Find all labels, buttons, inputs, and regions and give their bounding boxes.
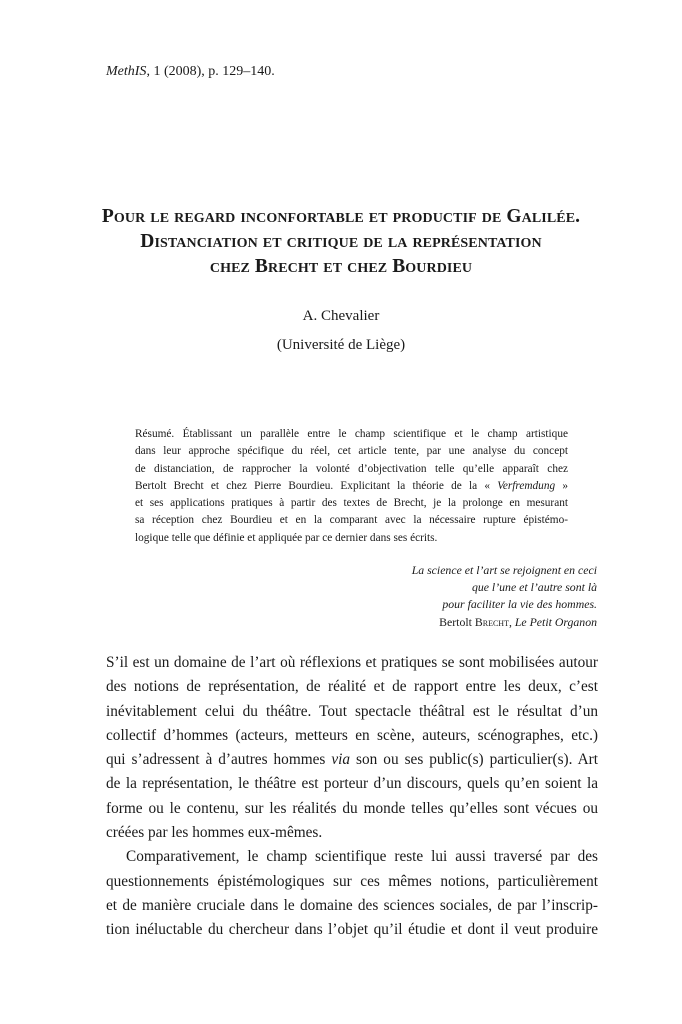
body-line: des notions de représentation, de réalité et de rapport entre les deux, c’est xyxy=(106,678,598,696)
abstract-line: Résumé. Établissant un parallèle entre le champ scientifique et le champ artistique xyxy=(135,428,568,440)
epigraph-work: Le Petit Organon xyxy=(514,615,597,629)
epigraph-separator: , xyxy=(508,615,515,629)
epigraph-line: La science et l’art se rejoignent en ceci xyxy=(411,563,597,577)
abstract-line: sa réception chez Bourdieu et en la comparant avec la nécessaire rupture épistémo- xyxy=(135,514,568,527)
author-affiliation: (Université de Liège) xyxy=(276,337,406,353)
body-line-5-end: son ou ses public(s) particulier(s). Art xyxy=(350,751,598,769)
abstract-line: logique telle que définie et appliquée par ce dernier dans ses écrits. xyxy=(135,531,438,544)
abstract-line-4-start: Bertolt Brecht et chez Pierre Bourdieu. Explicitant la théorie de la « xyxy=(135,479,490,492)
abstract-line-4-end: » xyxy=(555,479,568,492)
body-line: inévitablement celui du théâtre. Tout spectacle théâtral est le résultat d’un xyxy=(106,702,598,720)
author-name: A. Chevalier xyxy=(302,308,380,324)
epigraph-line: pour faciliter la vie des hommes. xyxy=(442,597,597,611)
epigraph xyxy=(277,562,597,631)
abstract-line-4 xyxy=(135,478,568,495)
abstract-line: dans leur approche spécifique du réel, cet article tente, par une analyse du concept xyxy=(135,445,568,458)
body-line-via xyxy=(106,748,598,772)
epigraph-author-first: Bertolt xyxy=(439,615,475,629)
journal-citation: , 1 (2008), p. 129–140. xyxy=(146,64,275,79)
body-line: Comparativement, le champ scientifique reste lui aussi traversé par des xyxy=(126,848,598,866)
body-line: et de manière cruciale dans le domaine des sciences sociales, de par l’inscrip- xyxy=(106,896,598,914)
abstract-line: et ses applications pratiques à partir des textes de Brecht, je la prolonge en mesurant xyxy=(135,497,568,510)
body-line: collectif d’hommes (acteurs, metteurs en scène, auteurs, scénographes, etc.) xyxy=(106,726,598,744)
body-line: tion inéluctable du chercheur dans l’objet qu’il étudie et dont il veut produire xyxy=(106,921,598,939)
body-line-5-start: qui s’adressent à d’autres hommes xyxy=(106,751,332,769)
body-text xyxy=(106,651,598,943)
body-line: forme ou le contenu, sur les réalités du monde telles qu’elles sont vécues ou xyxy=(106,799,598,817)
epigraph-author-last: Brecht xyxy=(474,615,509,629)
abstract xyxy=(135,426,568,547)
body-line: créées par les hommes eux-mêmes. xyxy=(106,824,323,842)
epigraph-line: que l’une et l’autre sont là xyxy=(471,580,597,594)
epigraph-attribution xyxy=(277,614,597,631)
body-line: de la représentation, le théâtre est porteur d’un discours, quels qu’en soient la xyxy=(106,775,598,793)
article-title xyxy=(60,204,622,279)
title-line-1: Pour le regard inconfortable et productif de Galilée. xyxy=(101,206,581,227)
title-line-2: Distanciation et critique de la représentation xyxy=(140,231,542,252)
abstract-line: de distanciation, de rapprocher la volonté d’objectivation telle qu’elle apparaît chez xyxy=(135,462,568,475)
body-line: S’il est un domaine de l’art où réflexions et pratiques se sont mobilisées autour xyxy=(106,654,598,671)
body-term-via: via xyxy=(331,751,351,769)
body-line: questionnements épistémologiques sur ces mêmes notions, particulièrement xyxy=(106,872,598,890)
running-header xyxy=(106,64,275,80)
title-line-3: chez Brecht et chez Bourdieu xyxy=(209,256,473,277)
abstract-term-verfremdung: Verfremdung xyxy=(497,479,556,492)
journal-name: MethIS xyxy=(106,64,147,79)
